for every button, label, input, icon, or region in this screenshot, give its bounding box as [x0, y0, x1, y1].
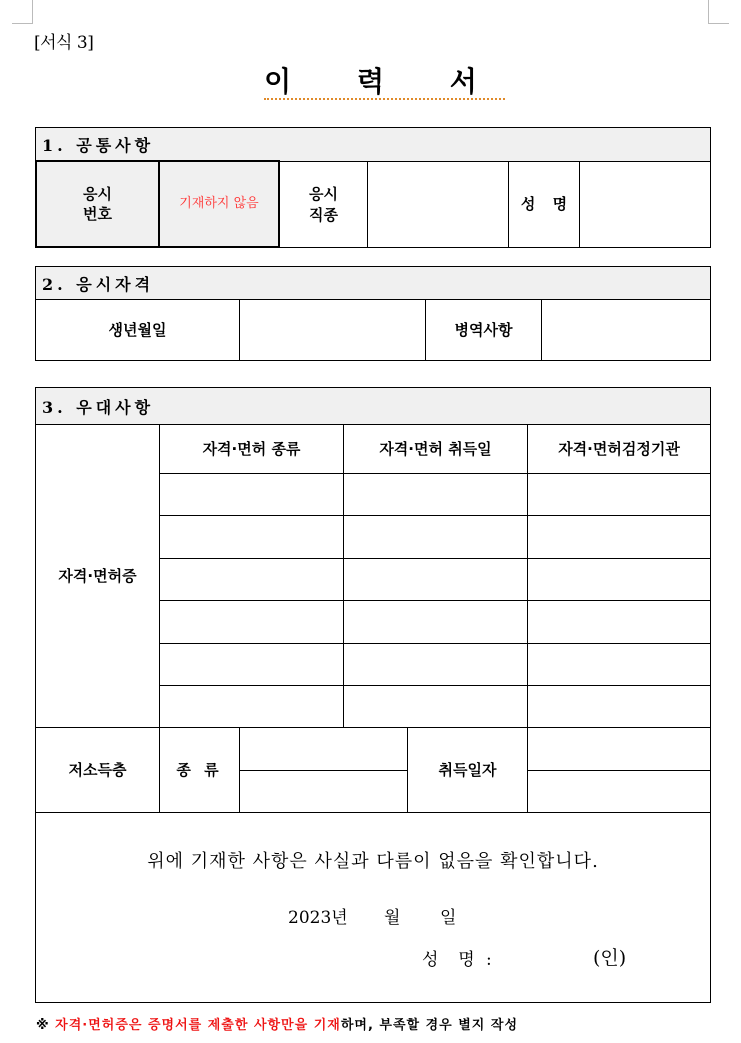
license-row-2-date[interactable] — [343, 515, 528, 559]
type-field-2[interactable] — [239, 770, 408, 813]
document-title — [0, 60, 741, 100]
section3-header: 3. 우대사항 — [35, 387, 711, 425]
section2-header: 2. 응시자격 — [35, 266, 711, 300]
date-year: 2023년 — [288, 908, 348, 928]
license-row-2-agency[interactable] — [527, 515, 711, 559]
license-row-4-agency[interactable] — [527, 600, 711, 644]
type-field-1[interactable] — [239, 727, 408, 771]
signature-label: 성 명 : — [422, 950, 495, 970]
footer-note-red: 자격·면허증은 증명서를 제출한 사항만을 기재 — [55, 1018, 341, 1033]
license-row-5-type[interactable] — [159, 643, 344, 686]
exam-number-field[interactable] — [158, 160, 280, 248]
name-label: 성 명 — [508, 161, 580, 248]
license-row-4-date[interactable] — [343, 600, 528, 644]
document-title-text: 이 력 서 — [264, 65, 505, 98]
exam-number-label-line1: 응시 — [83, 184, 112, 203]
military-label: 병역사항 — [425, 299, 542, 361]
confirmation-statement: 위에 기재한 사항은 사실과 다름이 없음을 확인합니다. — [147, 851, 599, 872]
license-row-3-type[interactable] — [159, 558, 344, 601]
birth-field[interactable] — [239, 299, 426, 361]
license-row-3-agency[interactable] — [527, 558, 711, 601]
acquired-date-field-2[interactable] — [527, 770, 711, 813]
license-row-5-date[interactable] — [343, 643, 528, 686]
section1-header: 1. 공통사항 — [35, 127, 711, 162]
job-label-line2: 직종 — [309, 205, 338, 224]
page-corner-mark-left — [12, 0, 33, 24]
exam-number-label-line2: 번호 — [83, 205, 112, 223]
job-label-line1: 응시 — [309, 185, 338, 204]
footer-note — [36, 1014, 518, 1033]
exam-number-note: 기재하지 않음 — [179, 196, 259, 212]
birth-label: 생년월일 — [35, 299, 240, 361]
low-income-label: 저소득층 — [35, 727, 160, 813]
license-row-1-agency[interactable] — [527, 473, 711, 516]
license-row-6-type[interactable] — [159, 685, 344, 728]
footer-note-black: 하며, 부족할 경우 별지 작성 — [340, 1018, 519, 1033]
job-field[interactable] — [367, 161, 509, 248]
date-month: 월 — [384, 908, 401, 928]
exam-number-label — [35, 160, 160, 248]
license-row-6-agency[interactable] — [527, 685, 711, 728]
license-row-4-type[interactable] — [159, 600, 344, 644]
license-row-6-date[interactable] — [343, 685, 528, 728]
name-field[interactable] — [579, 161, 711, 248]
job-label — [279, 161, 368, 248]
type-label: 종 류 — [159, 727, 240, 813]
license-row-3-date[interactable] — [343, 558, 528, 601]
license-row-1-type[interactable] — [159, 473, 344, 516]
acquired-date-label: 취득일자 — [407, 727, 528, 813]
reference-mark-icon: ※ — [36, 1018, 50, 1033]
military-field[interactable] — [541, 299, 711, 361]
column-license-agency: 자격·면허검정기관 — [527, 424, 711, 474]
column-license-date: 자격·면허 취득일 — [343, 424, 528, 474]
license-row-1-date[interactable] — [343, 473, 528, 516]
seal-mark: (인) — [593, 947, 627, 969]
license-group-label: 자격·면허증 — [35, 424, 160, 728]
signature-field[interactable] — [506, 941, 586, 969]
confirmation-box — [35, 812, 711, 1003]
license-row-5-agency[interactable] — [527, 643, 711, 686]
page-corner-mark-right — [708, 0, 729, 24]
acquired-date-field-1[interactable] — [527, 727, 711, 771]
license-row-2-type[interactable] — [159, 515, 344, 559]
date-day: 일 — [440, 908, 457, 928]
column-license-type: 자격·면허 종류 — [159, 424, 344, 474]
form-number: [서식 3] — [34, 33, 94, 53]
